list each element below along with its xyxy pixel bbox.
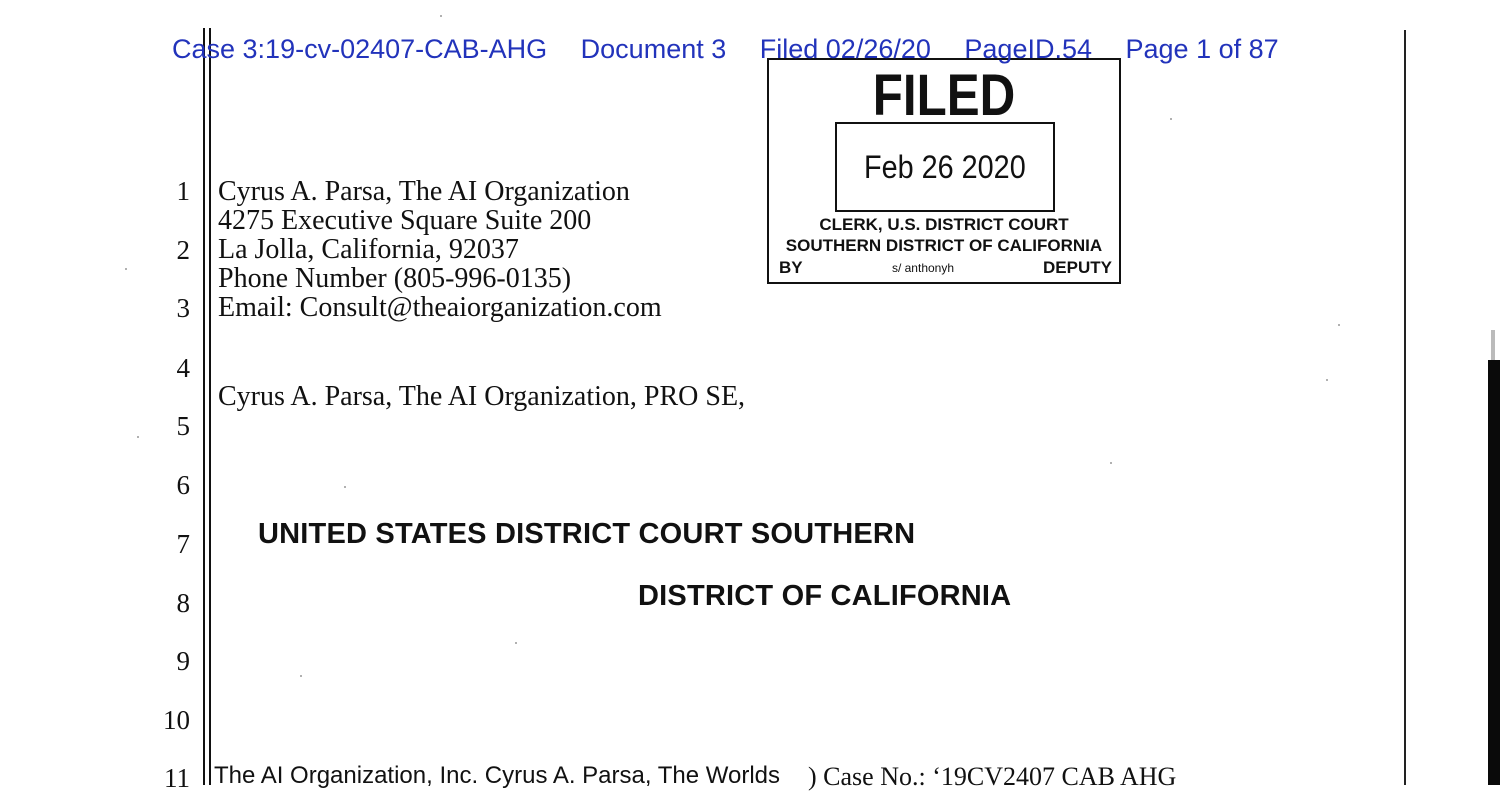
right-margin-rule <box>1404 30 1406 785</box>
header-case-number: Case 3:19-cv-02407-CAB-AHG <box>172 34 548 64</box>
ecf-header <box>172 34 1372 65</box>
stamp-date: Feb 26 2020 <box>864 148 1026 185</box>
line-number: 8 <box>176 588 190 618</box>
stamp-deputy: DEPUTY <box>1043 258 1112 277</box>
stamp-by: BY <box>779 258 803 277</box>
line-number: 2 <box>176 235 190 265</box>
line-number: 7 <box>176 529 190 559</box>
header-filed-date: Filed 02/26/20 <box>759 34 931 64</box>
scan-speck <box>1338 324 1340 326</box>
line-number: 9 <box>176 646 190 676</box>
address-street: 4275 Executive Square Suite 200 <box>218 205 592 236</box>
scan-speck <box>344 486 346 488</box>
caption-parties: The AI Organization, Inc. Cyrus A. Parsa, The Worlds <box>214 762 781 789</box>
caption-case-number: ) Case No.: ‘19CV2407 CAB AHG <box>808 762 1177 791</box>
left-margin-rule-inner <box>209 28 211 785</box>
address-block <box>218 177 662 322</box>
line-number: 5 <box>176 411 190 441</box>
left-margin-rule <box>203 28 205 785</box>
scan-speck <box>137 436 139 438</box>
address-name: Cyrus A. Parsa, The AI Organization <box>218 176 630 207</box>
stamp-clerk-line2: SOUTHERN DISTRICT OF CALIFORNIA <box>785 236 1103 255</box>
pro-se-line: Cyrus A. Parsa, The AI Organization, PRO SE, <box>218 381 746 412</box>
scan-edge-shadow <box>1488 360 1500 785</box>
scan-speck <box>1170 118 1172 120</box>
address-email: Email: Consult@theaiorganization.com <box>218 292 662 323</box>
header-pageid: PageID.54 <box>964 34 1092 64</box>
scan-speck <box>300 675 302 677</box>
scan-speck <box>125 268 127 270</box>
address-phone: Phone Number (805-996-0135) <box>218 263 572 294</box>
scan-speck <box>1326 379 1328 381</box>
line-number: 1 <box>176 176 190 206</box>
court-title-line1: UNITED STATES DISTRICT COURT SOUTHERN <box>258 518 916 550</box>
scan-speck <box>440 15 442 17</box>
stamp-title: FILED <box>872 63 1016 128</box>
court-title-line2: DISTRICT OF CALIFORNIA <box>638 580 1012 612</box>
scan-speck <box>515 642 517 644</box>
stamp-clerk-line1: CLERK, U.S. DISTRICT COURT <box>819 215 1069 234</box>
line-number: 10 <box>163 705 190 735</box>
header-page-count: Page 1 of 87 <box>1125 34 1279 64</box>
address-city: La Jolla, California, 92037 <box>218 234 519 265</box>
filed-stamp <box>767 58 1121 284</box>
line-number: 4 <box>176 353 190 383</box>
header-document: Document 3 <box>580 34 727 64</box>
stamp-date-box <box>835 122 1055 212</box>
line-number: 6 <box>176 470 190 500</box>
line-number: 3 <box>176 293 190 323</box>
scan-speck <box>1110 462 1112 464</box>
line-number: 11 <box>164 763 190 793</box>
stamp-clerk-block <box>769 214 1119 256</box>
stamp-signature: s/ anthonyh <box>891 261 955 275</box>
